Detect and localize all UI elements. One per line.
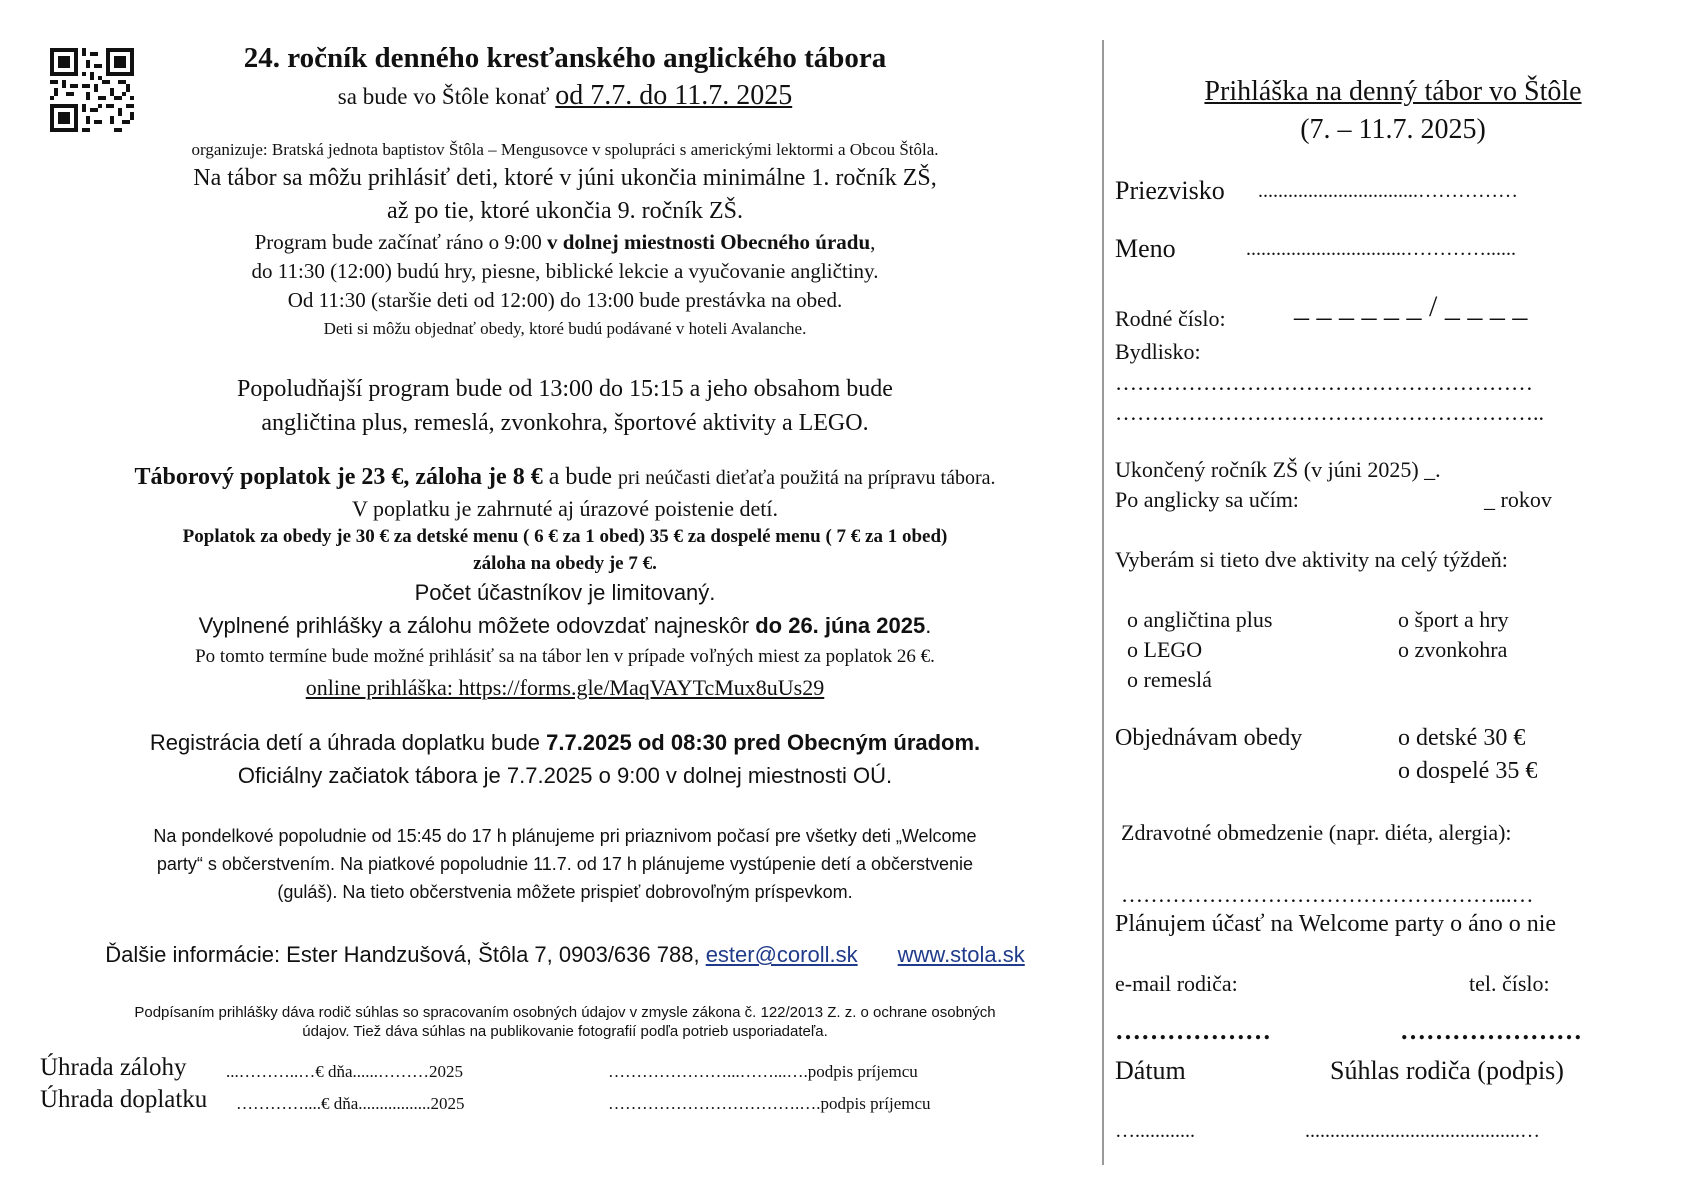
deposit-signature-field[interactable]: …………………...……...….podpis príjemcu (608, 1062, 918, 1081)
program-start-text: Program bude začínať ráno o 9:00 (254, 230, 547, 254)
form-title: Prihláška na denný tábor vo Štôle (1204, 76, 1582, 107)
deposit-payment-field[interactable]: ...………..…€ dňa......………2025 (226, 1062, 464, 1081)
activity-handbells[interactable]: o zvonkohra (1398, 637, 1508, 662)
name-label: Meno (1115, 234, 1176, 263)
afternoon-line-2: angličtina plus, remeslá, zvonkohra, športové aktivity a LEGO. (261, 410, 869, 436)
program-line-3: Od 11:30 (staršie deti od 12:00) do 13:00 bude prestávka na obed. (287, 288, 843, 312)
fee-note: pri neúčasti dieťaťa použitá na prípravu tábora. (618, 467, 996, 489)
contact-email-link[interactable]: ester@coroll.sk (705, 942, 858, 967)
lunch-fee-line-2: záloha na obedy je 7 €. (473, 553, 657, 574)
eligibility-line-1: Na tábor sa môžu prihlásiť deti, ktoré v júni ukončia minimálne 1. ročník ZŠ, (193, 165, 937, 191)
activity-sport-games[interactable]: o šport a hry (1398, 607, 1509, 632)
english-years-label: Po anglicky sa učím: (1115, 487, 1299, 512)
surname-field[interactable]: ................................…………… (1258, 180, 1518, 202)
welcome-party-question[interactable]: Plánujem účasť na Welcome party o áno o nie (1115, 911, 1557, 937)
contact-text: Ďalšie informácie: Ester Handzušová, Štôla 7, 0903/636 788, (105, 942, 706, 967)
deadline-text: Vyplnené prihlášky a zálohu môžete odovzdať najneskôr (198, 613, 756, 638)
organizer-line: organizuje: Bratská jednota baptistov Štôla – Mengusovce v spolupráci s americkými lektormi a Obcou Štôla. (191, 140, 939, 159)
activity-english-plus[interactable]: o angličtina plus (1127, 607, 1273, 632)
parent-email-field[interactable]: ……………… (1115, 1016, 1271, 1045)
form-dates: (7. – 11.7. 2025) (1300, 114, 1486, 145)
subtitle-prefix: sa bude vo Štôle konať (337, 84, 556, 109)
parent-email-label: e-mail rodiča: (1115, 971, 1238, 996)
party-line-1: Na pondelkové popoludnie od 15:45 do 17 h plánujeme pri priaznivom počasí pre všetky deti „Welcome (153, 826, 977, 846)
grade-field[interactable]: Ukončený ročník ZŠ (v júni 2025) _. (1115, 457, 1441, 482)
date-field[interactable]: …............ (1115, 1120, 1195, 1142)
official-start-line: Oficiálny začiatok tábora je 7.7.2025 o 9:00 v dolnej miestnosti OÚ. (237, 763, 893, 788)
registration-line (0, 730, 1130, 756)
deposit-payment-label: Úhrada zálohy (40, 1054, 187, 1081)
program-line-2: do 11:30 (12:00) budú hry, piesne, biblické lekcie a vyučovanie angličtiny. (251, 259, 879, 283)
camp-dates: od 7.7. do 11.7. 2025 (555, 80, 793, 111)
fee-mid: a bude (542, 464, 619, 490)
camp-subtitle (0, 80, 1130, 112)
program-line-1 (0, 230, 1130, 255)
address-field-1[interactable]: ………………………………………………… (1115, 370, 1533, 395)
fee-amount: Táborový poplatok je 23 €, záloha je 8 € (134, 464, 543, 490)
balance-payment-label: Úhrada doplatku (40, 1086, 208, 1113)
eligibility-line-2: až po tie, ktoré ukončia 9. ročník ZŠ. (387, 198, 743, 224)
party-line-3: (guláš). Na tieto občerstvenia môžete prispieť dobrovoľným príspevkom. (277, 882, 853, 902)
date-label: Dátum (1115, 1056, 1186, 1085)
lunch-fee-line-1: Poplatok za obedy je 30 € za detské menu ( 6 € za 1 obed) 35 € za dospelé menu ( 7 € za 1 obed) (182, 526, 948, 547)
deadline-end: . (925, 613, 932, 638)
afternoon-line-1: Popoludňajší program bude od 13:00 do 15:15 a jeho obsahom bude (237, 376, 893, 402)
activity-lego[interactable]: o LEGO (1127, 637, 1203, 662)
parent-consent-label: Súhlas rodiča (podpis) (1330, 1056, 1564, 1085)
activities-label: Vyberám si tieto dve aktivity na celý týždeň: (1115, 547, 1508, 572)
registration-text: Registrácia detí a úhrada doplatku bude (149, 730, 547, 755)
balance-signature-field[interactable]: …………………………….….podpis príjemcu (608, 1094, 931, 1113)
gdpr-line-2: údajov. Tiež dáva súhlas na publikovanie fotografií podľa potrieb usporiadateľa. (302, 1023, 828, 1040)
party-line-2: party“ s občerstvením. Na piatkové popoludnie 11.7. od 17 h plánujeme vystúpenie detí a občerstvenie (156, 854, 974, 874)
birth-number-field[interactable]: _ _ _ _ _ _ / _ _ _ _ (1294, 290, 1528, 323)
late-fee-line: Po tomto termíne bude možné prihlásiť sa na tábor len v prípade voľných miest za poplatok 26 €. (195, 646, 935, 667)
phone-label: tel. číslo: (1469, 971, 1550, 996)
activity-crafts[interactable]: o remeslá (1127, 667, 1212, 692)
birth-number-label: Rodné číslo: (1115, 306, 1226, 331)
health-field[interactable]: ……………………………………………...… (1121, 882, 1534, 907)
gdpr-line-1: Podpísaním prihlášky dáva rodič súhlas so spracovaním osobných údajov v zmysle zákona č. 122/2013 Z. z. o ochrane osobných (134, 1004, 996, 1021)
deadline-date: do 26. júna 2025 (755, 613, 926, 638)
online-form-link[interactable]: online prihláška: https://forms.gle/MaqVAYTcMux8uUs29 (305, 675, 825, 700)
website-link[interactable]: www.stola.sk (897, 942, 1025, 967)
balance-payment-field[interactable]: …………....€ dňa.................2025 (236, 1094, 465, 1113)
limited-line: Počet účastníkov je limitovaný. (414, 580, 716, 605)
deadline-line (0, 613, 1130, 639)
contact-line (0, 942, 1130, 968)
lunch-child-option[interactable]: o detské 30 € (1398, 725, 1526, 751)
phone-field[interactable]: ………………… (1400, 1016, 1582, 1045)
name-field[interactable]: ................................…………...... (1246, 238, 1516, 260)
english-years-field[interactable]: _ rokov (1484, 487, 1552, 512)
program-start-end: , (870, 230, 876, 254)
lunch-order-label: Objednávam obedy (1115, 725, 1303, 751)
address-field-2[interactable]: ………………………………………………….. (1115, 400, 1544, 425)
lunch-adult-option[interactable]: o dospelé 35 € (1398, 758, 1538, 784)
address-label: Bydlisko: (1115, 339, 1201, 364)
program-location: v dolnej miestnosti Obecného úradu (546, 230, 871, 254)
registration-datetime: 7.7.2025 od 08:30 pred Obecným úradom. (546, 730, 981, 755)
health-label: Zdravotné obmedzenie (napr. diéta, alergia): (1121, 820, 1512, 845)
fee-line (0, 464, 1130, 491)
surname-label: Priezvisko (1115, 176, 1225, 205)
insurance-line: V poplatku je zahrnuté aj úrazové poistenie detí. (351, 496, 778, 521)
program-line-4: Deti si môžu objednať obedy, ktoré budú podávané v hoteli Avalanche. (323, 319, 807, 338)
parent-signature-field[interactable]: ...........................................… (1305, 1120, 1540, 1142)
camp-title: 24. ročník denného kresťanského anglického tábora (243, 42, 887, 74)
